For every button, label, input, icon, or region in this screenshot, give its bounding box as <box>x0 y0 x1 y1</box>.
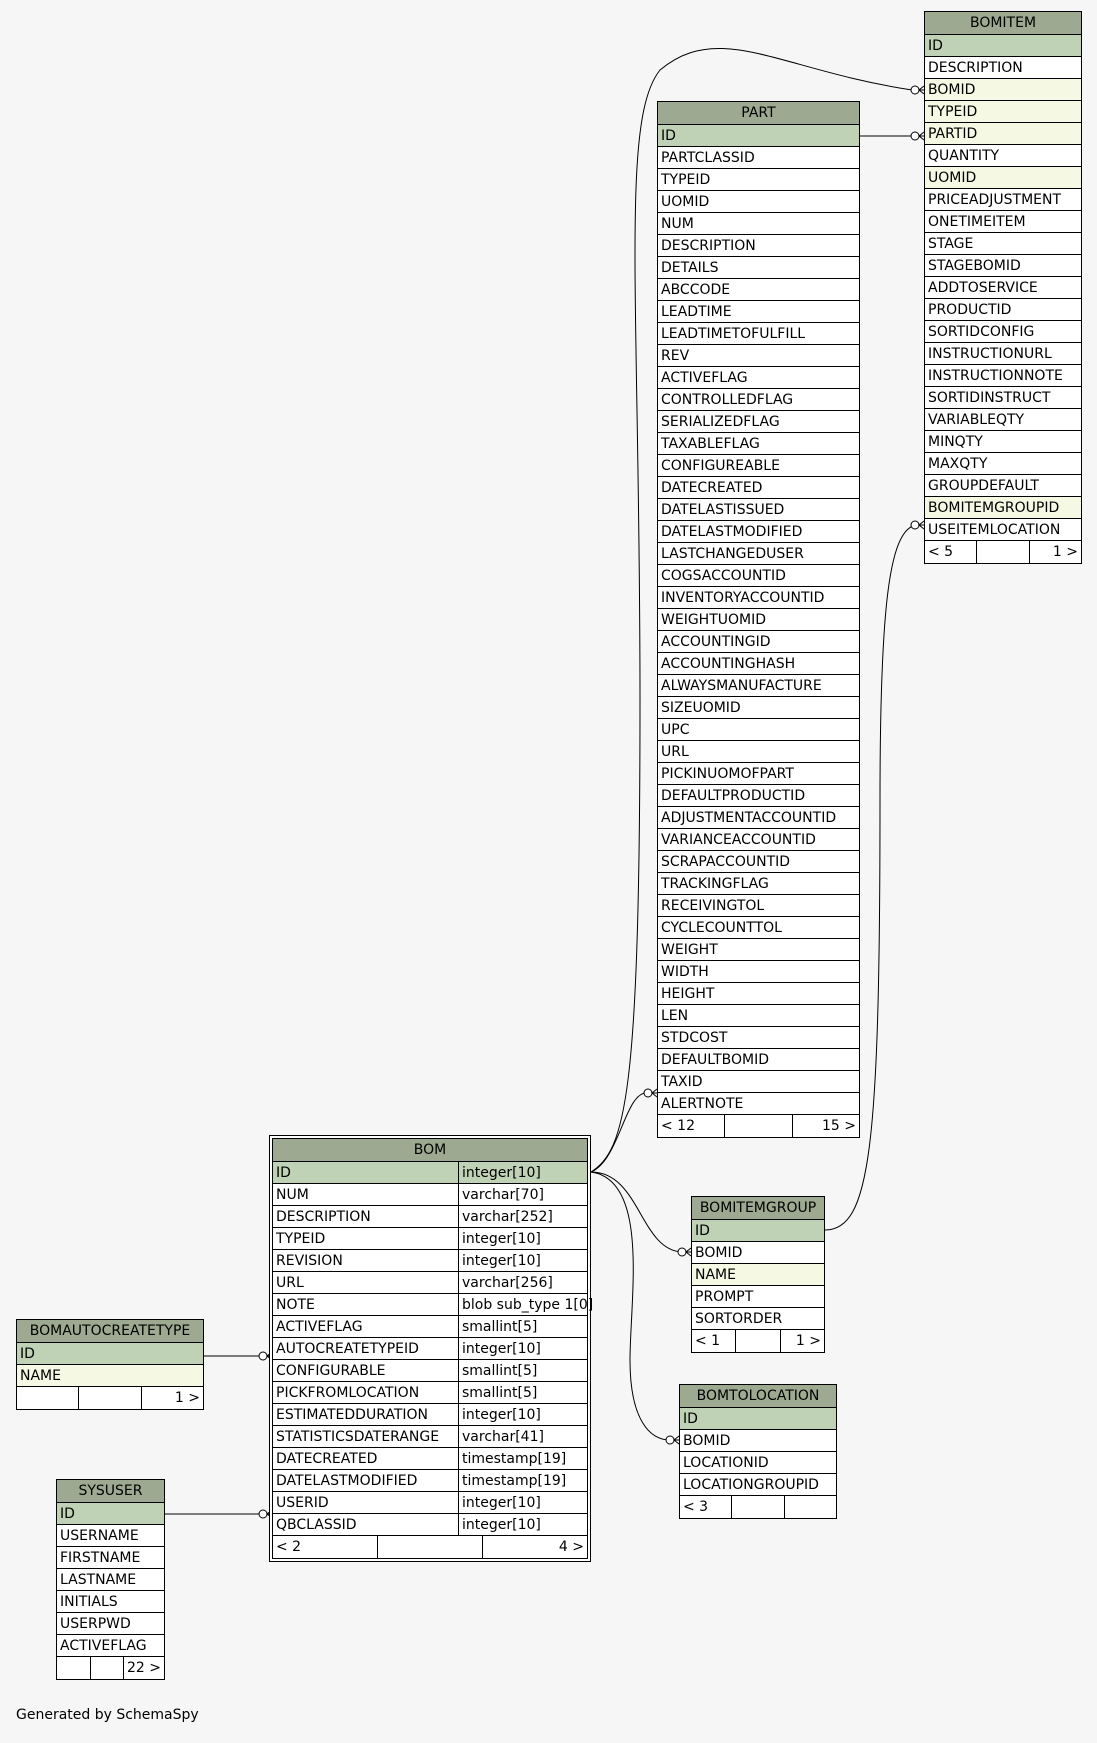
table-title[interactable]: BOMITEM <box>925 12 1081 35</box>
table-footer <box>680 1496 836 1518</box>
column-row[interactable] <box>925 211 1081 233</box>
column-row[interactable] <box>692 1220 824 1242</box>
footer-cell[interactable] <box>377 1536 482 1558</box>
column-name: SERIALIZEDFLAG <box>661 414 780 430</box>
column-name: QBCLASSID <box>276 1517 357 1533</box>
rel-part-bomitem-optional-marker <box>911 132 919 140</box>
column-name: FIRSTNAME <box>60 1550 141 1566</box>
column-name: VARIANCEACCOUNTID <box>661 832 816 848</box>
rel-bom-part <box>591 1093 648 1172</box>
children-count[interactable]: 1 > <box>141 1387 203 1409</box>
column-row[interactable] <box>925 409 1081 431</box>
table-bomautocreatetype[interactable] <box>16 1319 204 1410</box>
column-row[interactable] <box>925 387 1081 409</box>
column-row[interactable] <box>658 829 859 851</box>
column-name: SORTIDINSTRUCT <box>928 390 1051 406</box>
rel-bom-group <box>591 1172 682 1252</box>
column-name: DEFAULTBOMID <box>661 1052 770 1068</box>
column-row[interactable] <box>658 917 859 939</box>
column-row[interactable] <box>658 807 859 829</box>
column-row[interactable] <box>658 1093 859 1115</box>
column-name: ID <box>928 38 943 54</box>
column-row[interactable] <box>925 167 1081 189</box>
column-row[interactable] <box>658 433 859 455</box>
column-name: ADJUSTMENTACCOUNTID <box>661 810 837 826</box>
column-type: integer[10] <box>458 1228 587 1249</box>
column-type: varchar[70] <box>458 1184 587 1205</box>
column-name: VARIABLEQTY <box>928 412 1025 428</box>
column-row[interactable] <box>658 697 859 719</box>
column-name: ABCCODE <box>661 282 731 298</box>
column-name: ADDTOSERVICE <box>928 280 1038 296</box>
column-name: ACTIVEFLAG <box>661 370 748 386</box>
rel-bom-part-optional-marker <box>644 1089 652 1097</box>
column-row[interactable] <box>57 1503 164 1525</box>
column-name: PICKINUOMOFPART <box>661 766 794 782</box>
column-name: DEFAULTPRODUCTID <box>661 788 806 804</box>
column-name: DESCRIPTION <box>276 1209 371 1225</box>
column-name: GROUPDEFAULT <box>928 478 1039 494</box>
column-row[interactable] <box>692 1264 824 1286</box>
column-row[interactable] <box>925 255 1081 277</box>
column-name: BOMID <box>683 1433 731 1449</box>
column-row[interactable] <box>57 1525 164 1547</box>
parents-count[interactable] <box>57 1657 90 1679</box>
column-name: LEADTIME <box>661 304 732 320</box>
column-row[interactable] <box>925 453 1081 475</box>
column-row[interactable] <box>273 1272 587 1294</box>
column-row[interactable] <box>925 365 1081 387</box>
column-name: ID <box>20 1346 35 1362</box>
column-row[interactable] <box>680 1474 836 1496</box>
column-row[interactable] <box>57 1591 164 1613</box>
column-row[interactable] <box>658 389 859 411</box>
column-name: UOMID <box>661 194 710 210</box>
column-name: HEIGHT <box>661 986 715 1002</box>
column-name: ESTIMATEDDURATION <box>276 1407 429 1423</box>
rel-autocreate-bom-optional-marker <box>259 1352 267 1360</box>
rel-bom-location <box>591 1172 670 1440</box>
column-name: STAGEBOMID <box>928 258 1021 274</box>
column-row[interactable] <box>925 79 1081 101</box>
column-name: CYCLECOUNTTOL <box>661 920 782 936</box>
column-row[interactable] <box>680 1452 836 1474</box>
column-name: AUTOCREATETYPEID <box>276 1341 419 1357</box>
column-row[interactable] <box>658 257 859 279</box>
column-row[interactable] <box>925 189 1081 211</box>
column-name: TYPEID <box>928 104 978 120</box>
column-row[interactable] <box>680 1408 836 1430</box>
column-row[interactable] <box>658 653 859 675</box>
column-row[interactable] <box>658 1071 859 1093</box>
column-row[interactable] <box>658 1049 859 1071</box>
footer-cell[interactable] <box>735 1330 779 1352</box>
table-footer <box>273 1536 587 1558</box>
table-title[interactable]: BOMAUTOCREATETYPE <box>17 1320 203 1343</box>
column-type: smallint[5] <box>458 1360 587 1381</box>
column-name: URL <box>276 1275 304 1291</box>
column-name: SIZEUOMID <box>661 700 741 716</box>
column-type: varchar[252] <box>458 1206 587 1227</box>
column-row[interactable] <box>658 873 859 895</box>
column-row[interactable] <box>658 741 859 763</box>
column-row[interactable] <box>658 521 859 543</box>
table-footer <box>17 1387 203 1409</box>
column-row[interactable] <box>273 1426 587 1448</box>
column-row[interactable] <box>273 1448 587 1470</box>
column-row[interactable] <box>658 345 859 367</box>
column-row[interactable] <box>658 301 859 323</box>
column-row[interactable] <box>658 631 859 653</box>
column-row[interactable] <box>273 1162 587 1184</box>
column-name: ID <box>695 1223 710 1239</box>
column-type: smallint[5] <box>458 1382 587 1403</box>
column-name: WEIGHTUOMID <box>661 612 766 628</box>
column-row[interactable] <box>273 1250 587 1272</box>
column-name: USEITEMLOCATION <box>928 522 1061 538</box>
column-row[interactable] <box>273 1338 587 1360</box>
column-name: LOCATIONGROUPID <box>683 1477 819 1493</box>
column-name: RECEIVINGTOL <box>661 898 765 914</box>
column-name: LOCATIONID <box>683 1455 769 1471</box>
column-row[interactable] <box>273 1316 587 1338</box>
column-name: CONFIGUREABLE <box>661 458 780 474</box>
credit-text: Generated by SchemaSpy <box>16 1707 199 1723</box>
column-row[interactable] <box>658 609 859 631</box>
column-row[interactable] <box>925 497 1081 519</box>
column-type: integer[10] <box>458 1492 587 1513</box>
column-name: DATELASTMODIFIED <box>276 1473 418 1489</box>
column-row[interactable] <box>658 983 859 1005</box>
column-row[interactable] <box>658 367 859 389</box>
column-name: TAXID <box>661 1074 703 1090</box>
column-name: COGSACCOUNTID <box>661 568 786 584</box>
column-type: smallint[5] <box>458 1316 587 1337</box>
column-row[interactable] <box>658 499 859 521</box>
column-row[interactable] <box>17 1343 203 1365</box>
column-row[interactable] <box>925 123 1081 145</box>
column-name: USERID <box>276 1495 329 1511</box>
column-row[interactable] <box>273 1360 587 1382</box>
column-name: DESCRIPTION <box>661 238 756 254</box>
column-row[interactable] <box>658 785 859 807</box>
column-name: BOMID <box>928 82 976 98</box>
column-name: MAXQTY <box>928 456 988 472</box>
footer-cell[interactable] <box>976 541 1028 563</box>
column-type: timestamp[19] <box>458 1448 587 1469</box>
parents-count[interactable]: < 12 <box>661 1118 695 1134</box>
column-name: STATISTICSDATERANGE <box>276 1429 440 1445</box>
column-row[interactable] <box>692 1286 824 1308</box>
children-count[interactable] <box>784 1496 836 1518</box>
column-row[interactable] <box>273 1404 587 1426</box>
column-name: INSTRUCTIONURL <box>928 346 1052 362</box>
column-name: NAME <box>695 1267 736 1283</box>
column-name: NUM <box>661 216 694 232</box>
column-name: ACCOUNTINGID <box>661 634 771 650</box>
column-type: timestamp[19] <box>458 1470 587 1491</box>
column-row[interactable] <box>658 895 859 917</box>
column-type: blob sub_type 1[0] <box>458 1294 587 1315</box>
column-row[interactable] <box>658 939 859 961</box>
footer-cell[interactable] <box>90 1657 124 1679</box>
column-row[interactable] <box>658 565 859 587</box>
column-name: LASTNAME <box>60 1572 137 1588</box>
column-name: URL <box>661 744 689 760</box>
column-name: BOMID <box>695 1245 743 1261</box>
column-name: USERNAME <box>60 1528 139 1544</box>
column-name: PRICEADJUSTMENT <box>928 192 1062 208</box>
column-row[interactable] <box>658 191 859 213</box>
column-row[interactable] <box>925 475 1081 497</box>
parents-count[interactable]: < 1 <box>695 1333 721 1349</box>
column-name: CONFIGURABLE <box>276 1363 386 1379</box>
column-row[interactable] <box>658 675 859 697</box>
column-name: PRODUCTID <box>928 302 1012 318</box>
column-type: integer[10] <box>458 1338 587 1359</box>
column-row[interactable] <box>658 411 859 433</box>
column-row[interactable] <box>57 1547 164 1569</box>
column-name: DETAILS <box>661 260 719 276</box>
column-name: SORTORDER <box>695 1311 783 1327</box>
column-name: ALERTNOTE <box>661 1096 744 1112</box>
rel-bom-group-optional-marker <box>678 1248 686 1256</box>
column-name: USERPWD <box>60 1616 131 1632</box>
table-footer <box>57 1657 164 1679</box>
column-name: REVISION <box>276 1253 343 1269</box>
column-name: ID <box>276 1165 291 1181</box>
column-row[interactable] <box>273 1184 587 1206</box>
column-name: DATELASTMODIFIED <box>661 524 803 540</box>
column-name: SCRAPACCOUNTID <box>661 854 791 870</box>
column-type: integer[10] <box>458 1404 587 1425</box>
column-row[interactable] <box>658 213 859 235</box>
column-type: varchar[256] <box>458 1272 587 1293</box>
rel-sysuser-bom-optional-marker <box>259 1510 267 1518</box>
column-row[interactable] <box>925 519 1081 541</box>
rel-bom-location-optional-marker <box>666 1436 674 1444</box>
column-name: TYPEID <box>661 172 711 188</box>
parents-count[interactable]: < 3 <box>683 1499 709 1515</box>
column-row[interactable] <box>658 719 859 741</box>
column-name: TYPEID <box>276 1231 326 1247</box>
children-count[interactable]: 22 > <box>123 1657 164 1679</box>
column-name: ACCOUNTINGHASH <box>661 656 796 672</box>
column-name: NUM <box>276 1187 309 1203</box>
column-name: PARTID <box>928 126 978 142</box>
table-footer <box>925 541 1081 563</box>
column-name: ONETIMEITEM <box>928 214 1026 230</box>
table-title[interactable]: SYSUSER <box>57 1480 164 1503</box>
column-name: ID <box>60 1506 75 1522</box>
column-row[interactable] <box>925 57 1081 79</box>
column-name: DATECREATED <box>276 1451 378 1467</box>
column-row[interactable] <box>57 1569 164 1591</box>
column-row[interactable] <box>273 1294 594 1316</box>
table-title[interactable]: BOMTOLOCATION <box>680 1385 836 1408</box>
column-name: ID <box>683 1411 698 1427</box>
column-name: PROMPT <box>695 1289 754 1305</box>
column-row[interactable] <box>658 477 859 499</box>
column-name: LEN <box>661 1008 689 1024</box>
column-name: NAME <box>20 1368 61 1384</box>
column-type: integer[10] <box>458 1250 587 1271</box>
table-title[interactable]: PART <box>658 102 859 125</box>
table-footer <box>692 1330 824 1352</box>
rel-bom-bomitem-optional-marker <box>911 86 919 94</box>
column-row[interactable] <box>658 235 859 257</box>
column-name: CONTROLLEDFLAG <box>661 392 794 408</box>
column-name: PICKFROMLOCATION <box>276 1385 420 1401</box>
column-row[interactable] <box>658 763 859 785</box>
column-name: UPC <box>661 722 690 738</box>
column-row[interactable] <box>658 125 859 147</box>
column-name: DESCRIPTION <box>928 60 1023 76</box>
column-row[interactable] <box>273 1382 587 1404</box>
footer-cell[interactable] <box>731 1496 783 1518</box>
column-row[interactable] <box>17 1365 203 1387</box>
table-bomitem[interactable] <box>924 11 1082 564</box>
column-name: WEIGHT <box>661 942 718 958</box>
column-row[interactable] <box>273 1470 587 1492</box>
column-name: SORTIDCONFIG <box>928 324 1035 340</box>
column-row[interactable] <box>925 431 1081 453</box>
table-bom[interactable] <box>269 1135 594 1562</box>
column-row[interactable] <box>658 961 859 983</box>
column-row[interactable] <box>658 543 859 565</box>
column-name: LASTCHANGEDUSER <box>661 546 804 562</box>
column-name: BOMITEMGROUPID <box>928 500 1060 516</box>
column-row[interactable] <box>925 101 1081 123</box>
column-name: WIDTH <box>661 964 709 980</box>
footer-cell[interactable] <box>724 1115 791 1137</box>
table-sysuser[interactable] <box>56 1479 165 1680</box>
column-row[interactable] <box>658 1005 859 1027</box>
table-bomitemgroup[interactable] <box>691 1196 825 1353</box>
column-row[interactable] <box>273 1492 587 1514</box>
parents-count[interactable]: < 5 <box>928 544 954 560</box>
children-count[interactable]: 1 > <box>1029 541 1081 563</box>
column-row[interactable] <box>658 147 859 169</box>
parents-count[interactable]: < 2 <box>276 1539 302 1555</box>
column-name: LEADTIMETOFULFILL <box>661 326 806 342</box>
column-name: NOTE <box>276 1297 315 1313</box>
column-type: integer[10] <box>458 1514 587 1535</box>
column-row[interactable] <box>658 455 859 477</box>
column-name: TRACKINGFLAG <box>661 876 769 892</box>
column-name: ID <box>661 128 676 144</box>
column-row[interactable] <box>273 1206 587 1228</box>
children-count[interactable]: 4 > <box>482 1536 587 1558</box>
rel-group-bomitem-optional-marker <box>911 521 919 529</box>
table-title[interactable]: BOM <box>273 1139 587 1162</box>
column-name: ACTIVEFLAG <box>60 1638 147 1654</box>
footer-cell[interactable] <box>78 1387 140 1409</box>
column-row[interactable] <box>925 145 1081 167</box>
column-row[interactable] <box>273 1514 587 1536</box>
column-row[interactable] <box>925 299 1081 321</box>
column-name: QUANTITY <box>928 148 1000 164</box>
column-row[interactable] <box>658 323 859 345</box>
column-row[interactable] <box>273 1228 587 1250</box>
column-name: ALWAYSMANUFACTURE <box>661 678 822 694</box>
column-type: varchar[41] <box>458 1426 587 1447</box>
column-row[interactable] <box>680 1430 836 1452</box>
column-name: TAXABLEFLAG <box>661 436 760 452</box>
column-row[interactable] <box>692 1242 824 1264</box>
column-row[interactable] <box>925 233 1081 255</box>
column-row[interactable] <box>925 35 1081 57</box>
column-name: DATECREATED <box>661 480 763 496</box>
column-name: PARTCLASSID <box>661 150 755 166</box>
column-row[interactable] <box>925 321 1081 343</box>
column-type: integer[10] <box>458 1162 587 1183</box>
column-row[interactable] <box>658 1027 859 1049</box>
column-row[interactable] <box>658 279 859 301</box>
column-row[interactable] <box>658 851 859 873</box>
column-name: STDCOST <box>661 1030 728 1046</box>
column-row[interactable] <box>925 277 1081 299</box>
column-row[interactable] <box>692 1308 824 1330</box>
column-name: ACTIVEFLAG <box>276 1319 363 1335</box>
table-part[interactable] <box>657 101 860 1138</box>
children-count[interactable]: 1 > <box>780 1330 824 1352</box>
column-name: INITIALS <box>60 1594 118 1610</box>
column-name: INVENTORYACCOUNTID <box>661 590 825 606</box>
column-row[interactable] <box>925 343 1081 365</box>
column-name: INSTRUCTIONNOTE <box>928 368 1063 384</box>
column-name: STAGE <box>928 236 974 252</box>
column-row[interactable] <box>658 587 859 609</box>
table-bomtolocation[interactable] <box>679 1384 837 1519</box>
column-row[interactable] <box>57 1613 164 1635</box>
column-name: MINQTY <box>928 434 983 450</box>
children-count[interactable]: 15 > <box>792 1115 859 1137</box>
column-name: UOMID <box>928 170 977 186</box>
column-row[interactable] <box>658 169 859 191</box>
column-row[interactable] <box>57 1635 164 1657</box>
column-name: DATELASTISSUED <box>661 502 785 518</box>
parents-count[interactable] <box>17 1387 78 1409</box>
table-footer <box>658 1115 859 1137</box>
table-title[interactable]: BOMITEMGROUP <box>692 1197 824 1220</box>
column-name: REV <box>661 348 690 364</box>
